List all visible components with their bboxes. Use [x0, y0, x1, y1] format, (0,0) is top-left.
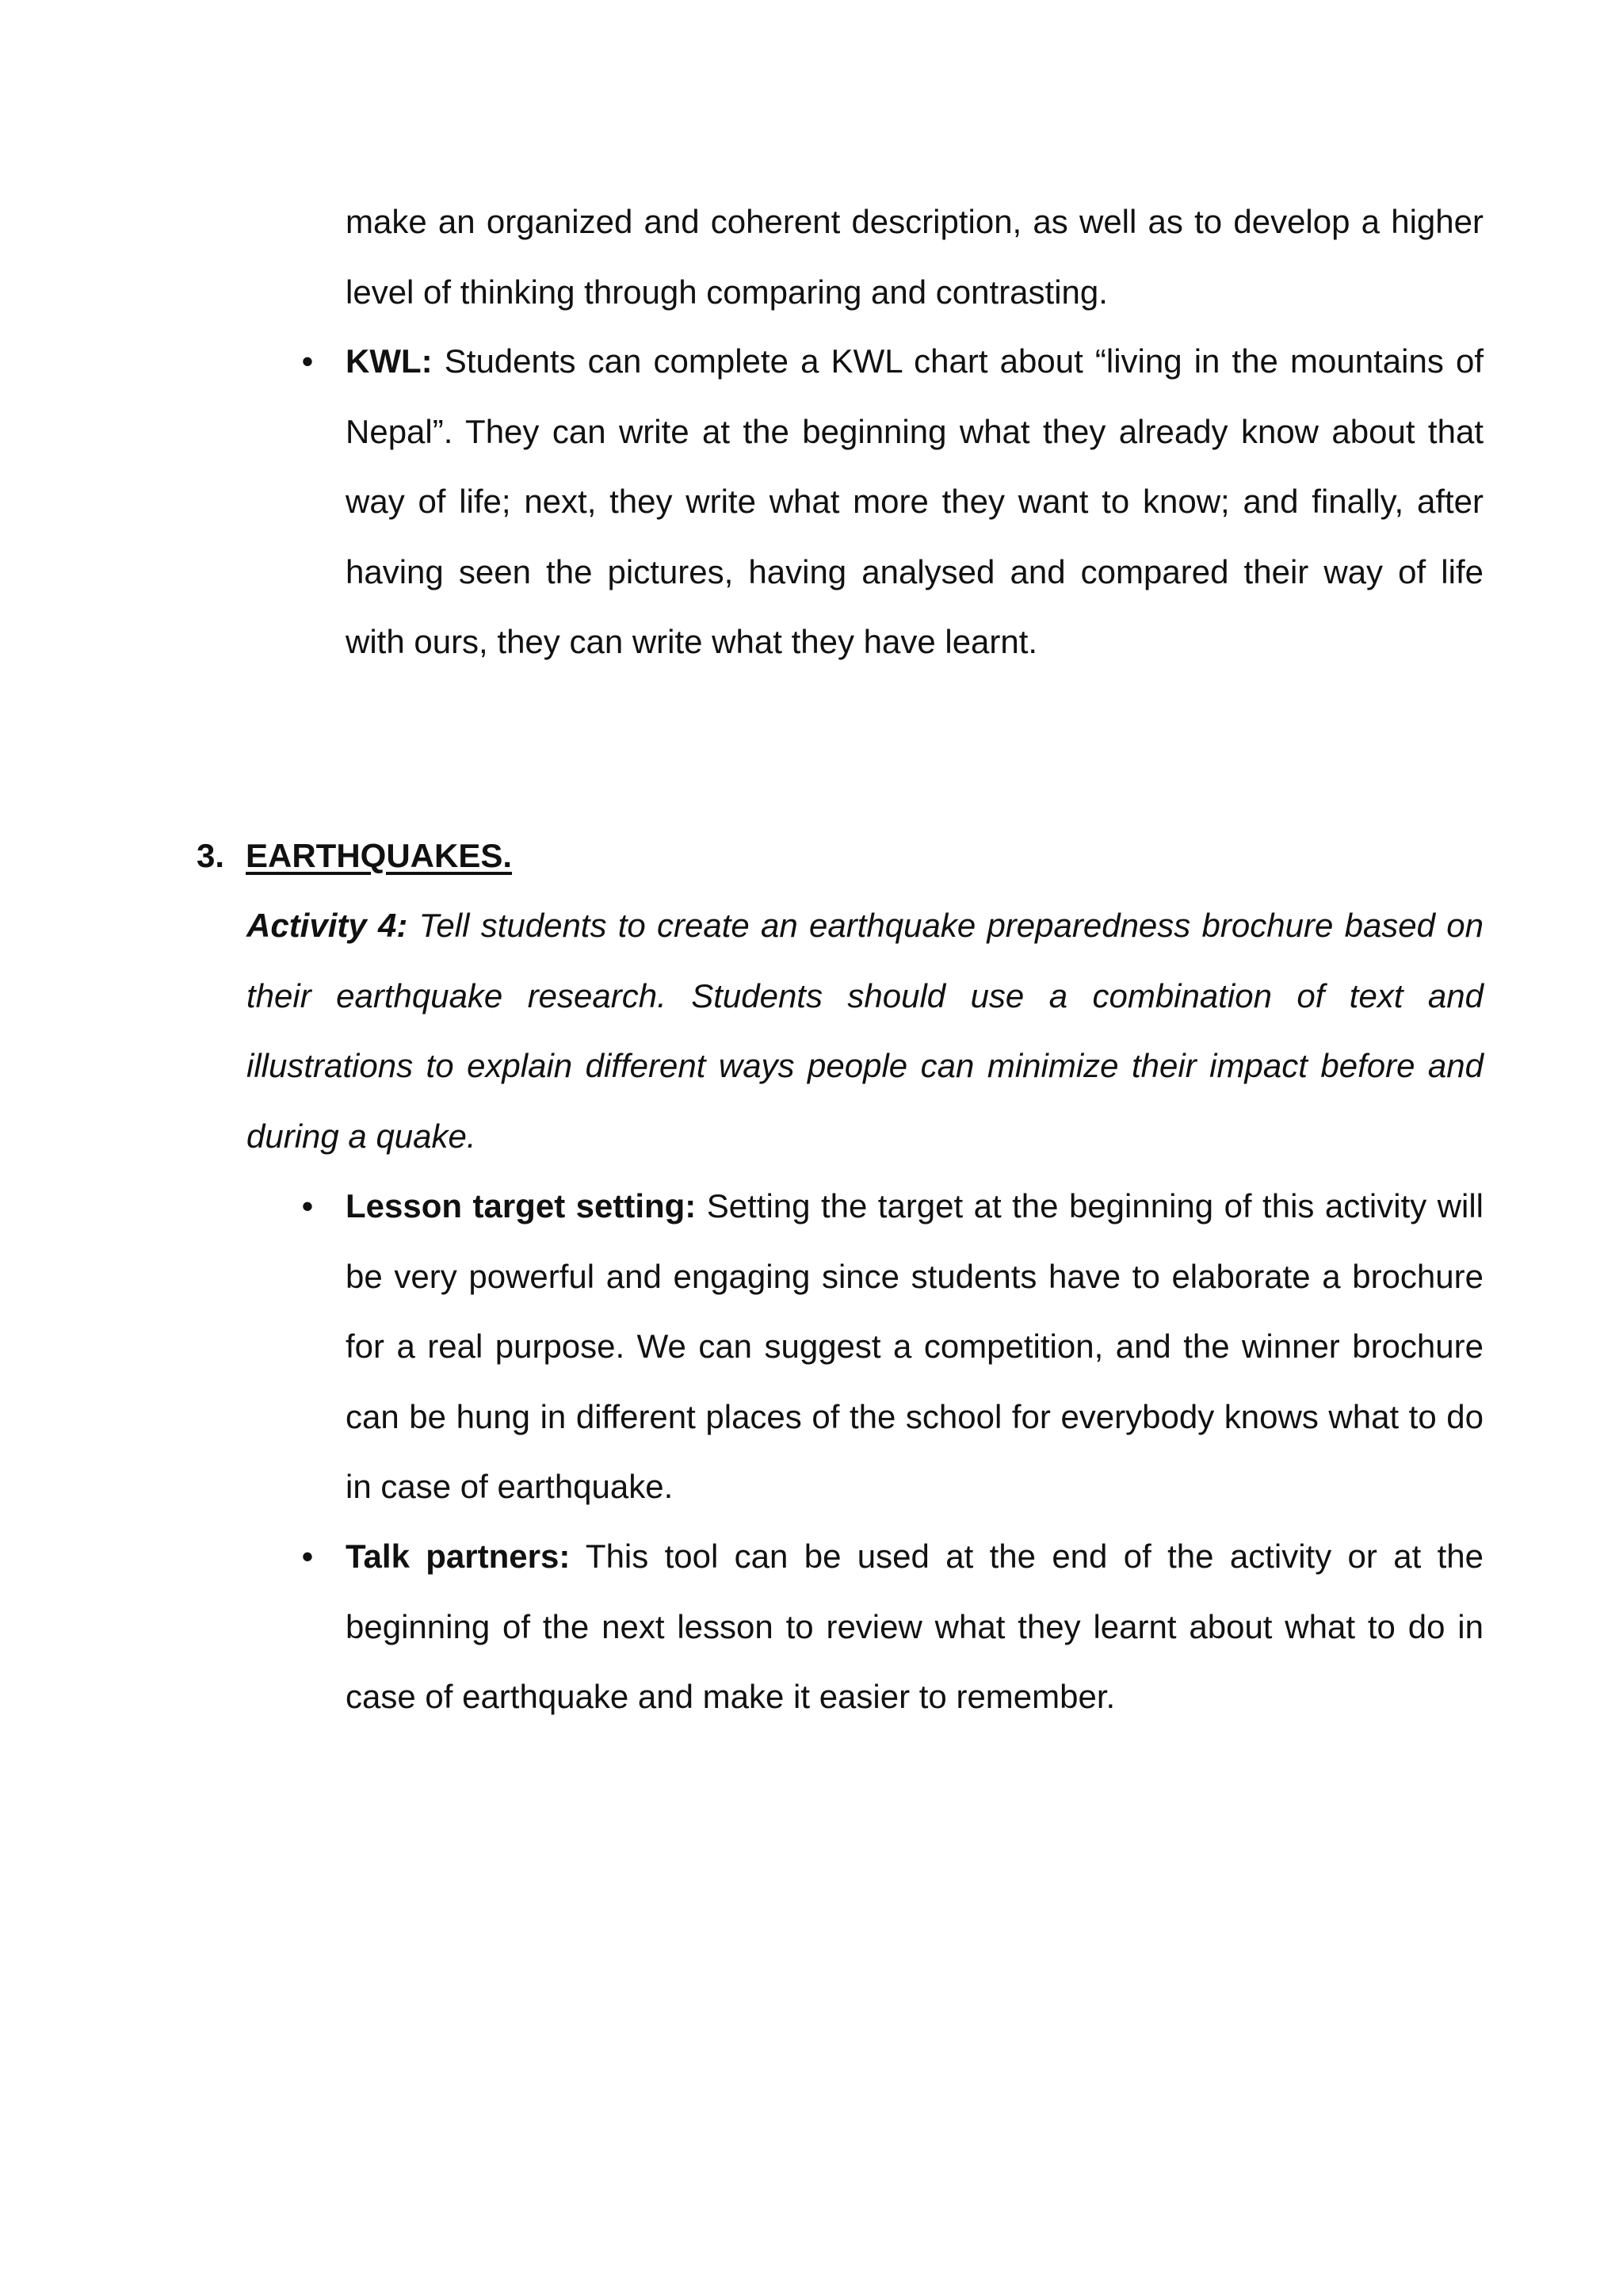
kwl-label: KWL:: [346, 342, 433, 380]
lesson-target-paragraph: [346, 1171, 1484, 1522]
bullet-kwl: •: [301, 342, 314, 380]
lesson-target-label: Lesson target setting:: [346, 1187, 697, 1224]
talk-partners-text: This tool can be used at the end of the activity or at the beginning of the next lesson to review what they learnt about what to do in case of earthquake and make it easier to remember.: [346, 1538, 1484, 1715]
continuation-paragraph: [346, 187, 1484, 327]
bullet-talk-partners: •: [301, 1538, 314, 1575]
section-number: 3.: [197, 837, 225, 874]
activity-text: Tell students to create an earthquake preparedness brochure based on their earthquake research. Students should use a combination of text and illustrations to explain different ways people can minimize their impact before and during a quake.: [246, 907, 1484, 1155]
talk-partners-paragraph: [346, 1522, 1484, 1733]
activity-paragraph: [246, 891, 1484, 1171]
kwl-text: Students can complete a KWL chart about “living in the mountains of Nepal”. They can write at the beginning what they already know about that way of life; next, they write what more they want to know; and finally, after having seen the pictures, having analysed and compared their way of life with ours, they can write what they have learnt.: [346, 342, 1484, 660]
activity-label: Activity 4:: [246, 907, 408, 944]
bullet-lesson-target: •: [301, 1187, 314, 1224]
talk-partners-label: Talk partners:: [346, 1538, 571, 1575]
section-heading: [197, 821, 512, 892]
lesson-target-text: Setting the target at the beginning of this activity will be very powerful and engaging since students have to elaborate a brochure for a real purpose. We can suggest a competition, and the winner brochure can be hung in different places of the school for everybody knows what to do in case of earthquake.: [346, 1187, 1484, 1505]
continuation-text: make an organized and coherent description, as well as to develop a higher level of thinking through comparing and contrasting.: [346, 203, 1484, 311]
kwl-paragraph: [346, 327, 1484, 678]
section-title: EARTHQUAKES.: [246, 837, 513, 874]
